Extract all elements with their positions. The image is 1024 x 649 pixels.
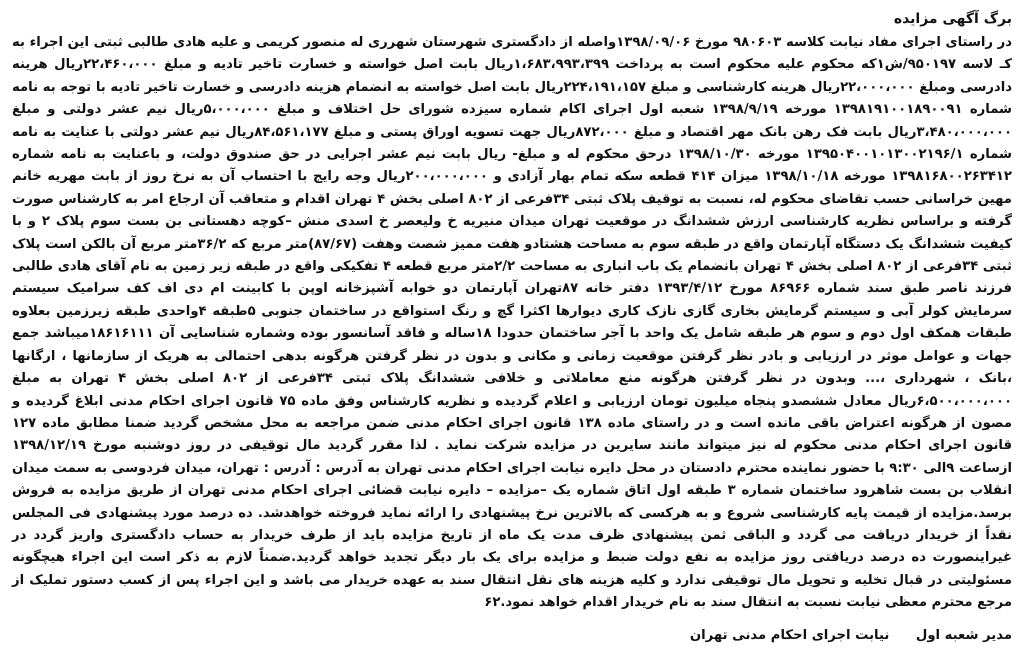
signature-office: نیابت اجرای احکام مدنی تهران (689, 627, 890, 643)
notice-body-text: در راستای اجرای مفاد نیابت کلاسه ۹۸۰۶۰۳ مورخ ۱۳۹۸/۰۹/۰۶واصله از دادگستری شهرستان شهرری له منصور کریمی و علیه هادی طالبی ثبتی این اجراء به کـ لاسه ۹۵۰۱۹۷/ش۱که محکوم علیه محکوم است به پرداخت ۱،۶۸۳،۹۹۳،۳۹۹ریال بابت اصل خواسته و خسارت تاخیر تادیه و مبلغ ۲۲،۴۶۰،۰۰۰ریال هرینه دادرسی ومبلغ ۲۲،۰۰۰،۰۰۰ریال هرینه کارشناسی و مبلغ ۲۲۴،۱۹۱،۱۵۷ریال بابت اصل خواسته به انضمام هزینه دادرسی و خسارت تاخیر تادیه با توجه به نامه شماره ۱۳۹۸۱۹۱۰۰۱۸۹۰۰۹۱ مورخه ۱۳۹۸/۹/۱۹ شعبه اول اجرای اکام شماره سیزده شورای حل اختلاف و مبلغ ۵،۰۰۰،۰۰۰ریال نیم عشر دولتی و مبلغ ۳،۴۸۰،۰۰۰،۰۰۰ریال بابت فک رهن بانک مهر اقتصاد و مبلغ ۸۷۲،۰۰۰ریال جهت تسویه اوراق پستی و مبلغ ۸۴،۵۶۱،۱۷۷ریال نیم عشر دولتی با عنایت به نامه شماره ۱۳۹۵۰۴۰۰۱۰۱۳۰۰۲۱۹۶/۱ مورخه ۱۳۹۸/۱۰/۳۰ درحق محکوم له و مبلغ- ریال بابت نیم عشر اجرایی در حق صندوق دولت، و باعنایت به نامه شماره ۱۳۹۸۱۶۸۰۰۲۶۳۴۱۲ مورخه ۱۳۹۸/۱۰/۱۸ میزان ۴۱۴ قطعه سکه تمام بهار آزادی و ۲۰۰،۰۰۰،۰۰۰ریال وجه رایج با احتساب آن به نرخ روز از بابت مهریه خانم مهین خراسانی حسب تقاضای محکوم له، نسبت به توقیف پلاک ثبتی ۳۴فرعی از ۸۰۲ اصلی بخش ۴ تهران اقدام و متعاقب آن ارجاع امر به کارشناس صورت گرفته و براساس نظریه کارشناسی ارزش ششدانگ در موقعیت تهران میدان منیریه خ ولیعصر خ اسدی منش –کوچه دهستانی بن بست سوم پلاک ۲ و با کیفیت ششدانگ یک دستگاه آپارتمان واقع در طبقه سوم به مساحت هشتادو هفت ممیز شصت وهفت (۸۷/۶۷)متر مربع که ۳۶/۲متر مربع آن بالکن است پلاک ثبتی ۳۴فرعی از ۸۰۲ اصلی بخش ۴ تهران بانضمام یک باب انباری به مساحت ۲/۲متر مربع قطعه ۴ تفکیکی واقع در طبقه زیر زمین به نام آقای هادی طالبی فرزند ناصر طبق سند شماره ۸۶۹۶۶ مورخ ۱۳۹۳/۴/۱۲ دفتر خانه ۸۷تهران آپارتمان دو خوابه آشپزخانه اوپن با کابینت ام دی اف کف سرامیک سیستم سرمایش کولر آبی و سیستم گرمایش بخاری گازی نازک کاری دیوارها اکثرا گچ و رنگ استواقع در ساختمان جنوبی ۵طبقه ۴واحدی طبقه زیرزمین بعلاوه طبقات همکف اول دوم و سوم هر طبقه شامل یک واحد با آجر ساختمان حدودا ۱۸ساله و فاقد آسانسور بوده وشماره شناسایی آن ۱۸۶۱۶۱۱۱میباشد جمع جهات و عوامل موثر در ارزیابی و بادر نظر گرفتن موقعیت زمانی و مکانی و بدون در نظر گرفتن هرگونه بدهی احتمالی به هریک از سازمانها ، ارگانها ،بانک ، شهرداری ،... وبدون در نظر گرفتن هرگونه منع معاملاتی و خلافی ششدانگ پلاک ثبتی ۳۴فرعی از ۸۰۲ اصلی بخش ۴ تهران به مبلغ ۶،۵۰۰،۰۰۰،۰۰۰ریال معادل ششصدو پنجاه میلیون تومان ارزیابی و اعلام گردیده و نظریه کارشناس وفق ماده ۷۵ قانون اجرای احکام مدنی ابلاغ گردیده و مصون از هرگونه اعتراض باقی مانده است و در راستای ماده ۱۳۸ قانون اجرای احکام مدنی ضمن مراجعه به محل مشخص گردید ضمنا مطابق ماده ۱۲۷ قانون اجرای احکام مدنی محکوم له نیز میتواند مانند سایرین در مزایده شرکت نماید . لذا مقرر گردید مال توقیفی در روز دوشنبه مورخ ۱۳۹۸/۱۲/۱۹ ازساعت ۹الی ۹:۳۰ با حضور نماینده محترم دادستان در محل دایره نیابت اجرای احکام مدنی تهران به آدرس : آدرس : تهران، میدان فردوسی به سمت میدان انقلاب بن بست شاهرود ساختمان شماره ۳ طبقه اول اتاق شماره یک –مزایده – دایره نیابت قضائی اجرای احکام مدنی تهران از طریق مزایده به فروش برسد.مزایده از قیمت پایه کارشناسی شروع و به هرکسی که بالاترین نرخ پیشنهادی را ارائه نماید فروخته خواهدشد. ده درصد مورد پیشنهادی فی المجلس نقداً از خریدار دریافت می گردد و الباقی ثمن پیشنهادی ظرف مدت یک ماه از تاریخ مزایده باید از طرف خریدار به حساب دادگستری واریز گردد در غیراینصورت ده درصد دریافتی روز مزایده به نفع دولت ضبط و مزایده برای یک بار دیگر تجدید خواهد گردید.ضمناً لازم به ذکر است این اجراء هیچگونه مسئولیتی در قبال تخلیه و تحویل مال توقیفی ندارد و کلیه هزینه های نقل انتقال سند به عهده خریدار می باشد و این اجراء پس از کسب دستور تملیک از مرجع محترم معظی نیابت نسبت به انتقال سند به نام خریدار اقدام خواهد نمود.۶۲ (12, 35, 1013, 611)
notice-title: برگ آگهی مزایده (893, 11, 1012, 27)
signature-block (12, 625, 1012, 647)
signature-title: مدیر شعبه اول (915, 627, 1012, 643)
